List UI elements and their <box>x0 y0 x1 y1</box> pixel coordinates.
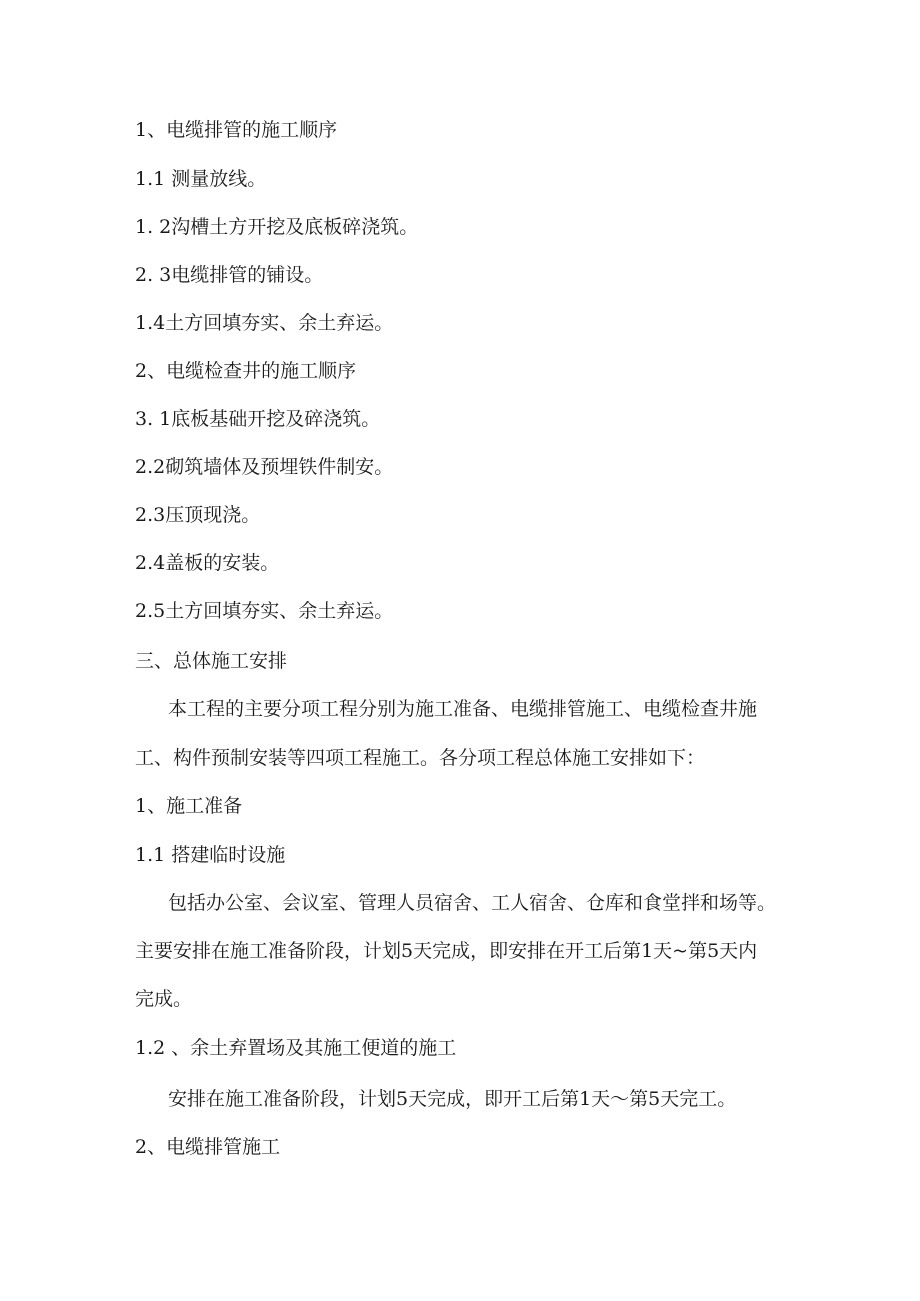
paragraph-facilities-line-3: 完成。 <box>135 988 193 1010</box>
heading-cable-conduit-sequence: 1、电缆排管的施工顺序 <box>135 119 338 141</box>
step-trench-excavation: 1. 2沟槽土方开挖及底板碎浇筑。 <box>135 216 419 238</box>
step-backfill-disposal: 1.4土方回填夯实、余土弃运。 <box>135 312 394 334</box>
step-well-backfill: 2.5土方回填夯实、余土弃运。 <box>135 600 394 622</box>
step-cover-install: 2.4盖板的安装。 <box>135 552 280 574</box>
heading-cable-conduit-construction: 2、电缆排管施工 <box>135 1136 281 1158</box>
heading-overall-arrangement: 三、总体施工安排 <box>135 650 288 672</box>
step-masonry-walls: 2.2砌筑墙体及预埋铁件制安。 <box>135 456 394 478</box>
paragraph-spoil-site: 安排在施工准备阶段，计划5天完成，即开工后第1天～第5天完工。 <box>168 1088 737 1110</box>
paragraph-facilities-line-1: 包括办公室、会议室、管理人员宿舍、工人宿舍、仓库和食堂拌和场等。 <box>168 892 777 914</box>
paragraph-facilities-line-2: 主要安排在施工准备阶段，计划5天完成，即安排在开工后第1天~第5天内 <box>135 940 758 962</box>
paragraph-overview-line-1: 本工程的主要分项工程分别为施工准备、电缆排管施工、电缆检查井施 <box>168 698 758 720</box>
heading-inspection-well-sequence: 2、电缆检查井的施工顺序 <box>135 360 357 382</box>
step-conduit-laying: 2. 3电缆排管的铺设。 <box>135 264 324 286</box>
subheading-spoil-site-road: 1.2 、余土弃置场及其施工便道的施工 <box>135 1037 457 1059</box>
subheading-temporary-facilities: 1.1 搭建临时设施 <box>135 844 286 866</box>
step-survey-layout: 1.1 测量放线。 <box>135 168 267 190</box>
step-coping-cast: 2.3压顶现浇。 <box>135 504 261 526</box>
step-base-excavation: 3. 1底板基础开挖及碎浇筑。 <box>135 408 381 430</box>
paragraph-overview-line-2: 工、构件预制安装等四项工程施工。各分项工程总体施工安排如下： <box>135 747 706 769</box>
heading-construction-preparation: 1、施工准备 <box>135 795 243 817</box>
